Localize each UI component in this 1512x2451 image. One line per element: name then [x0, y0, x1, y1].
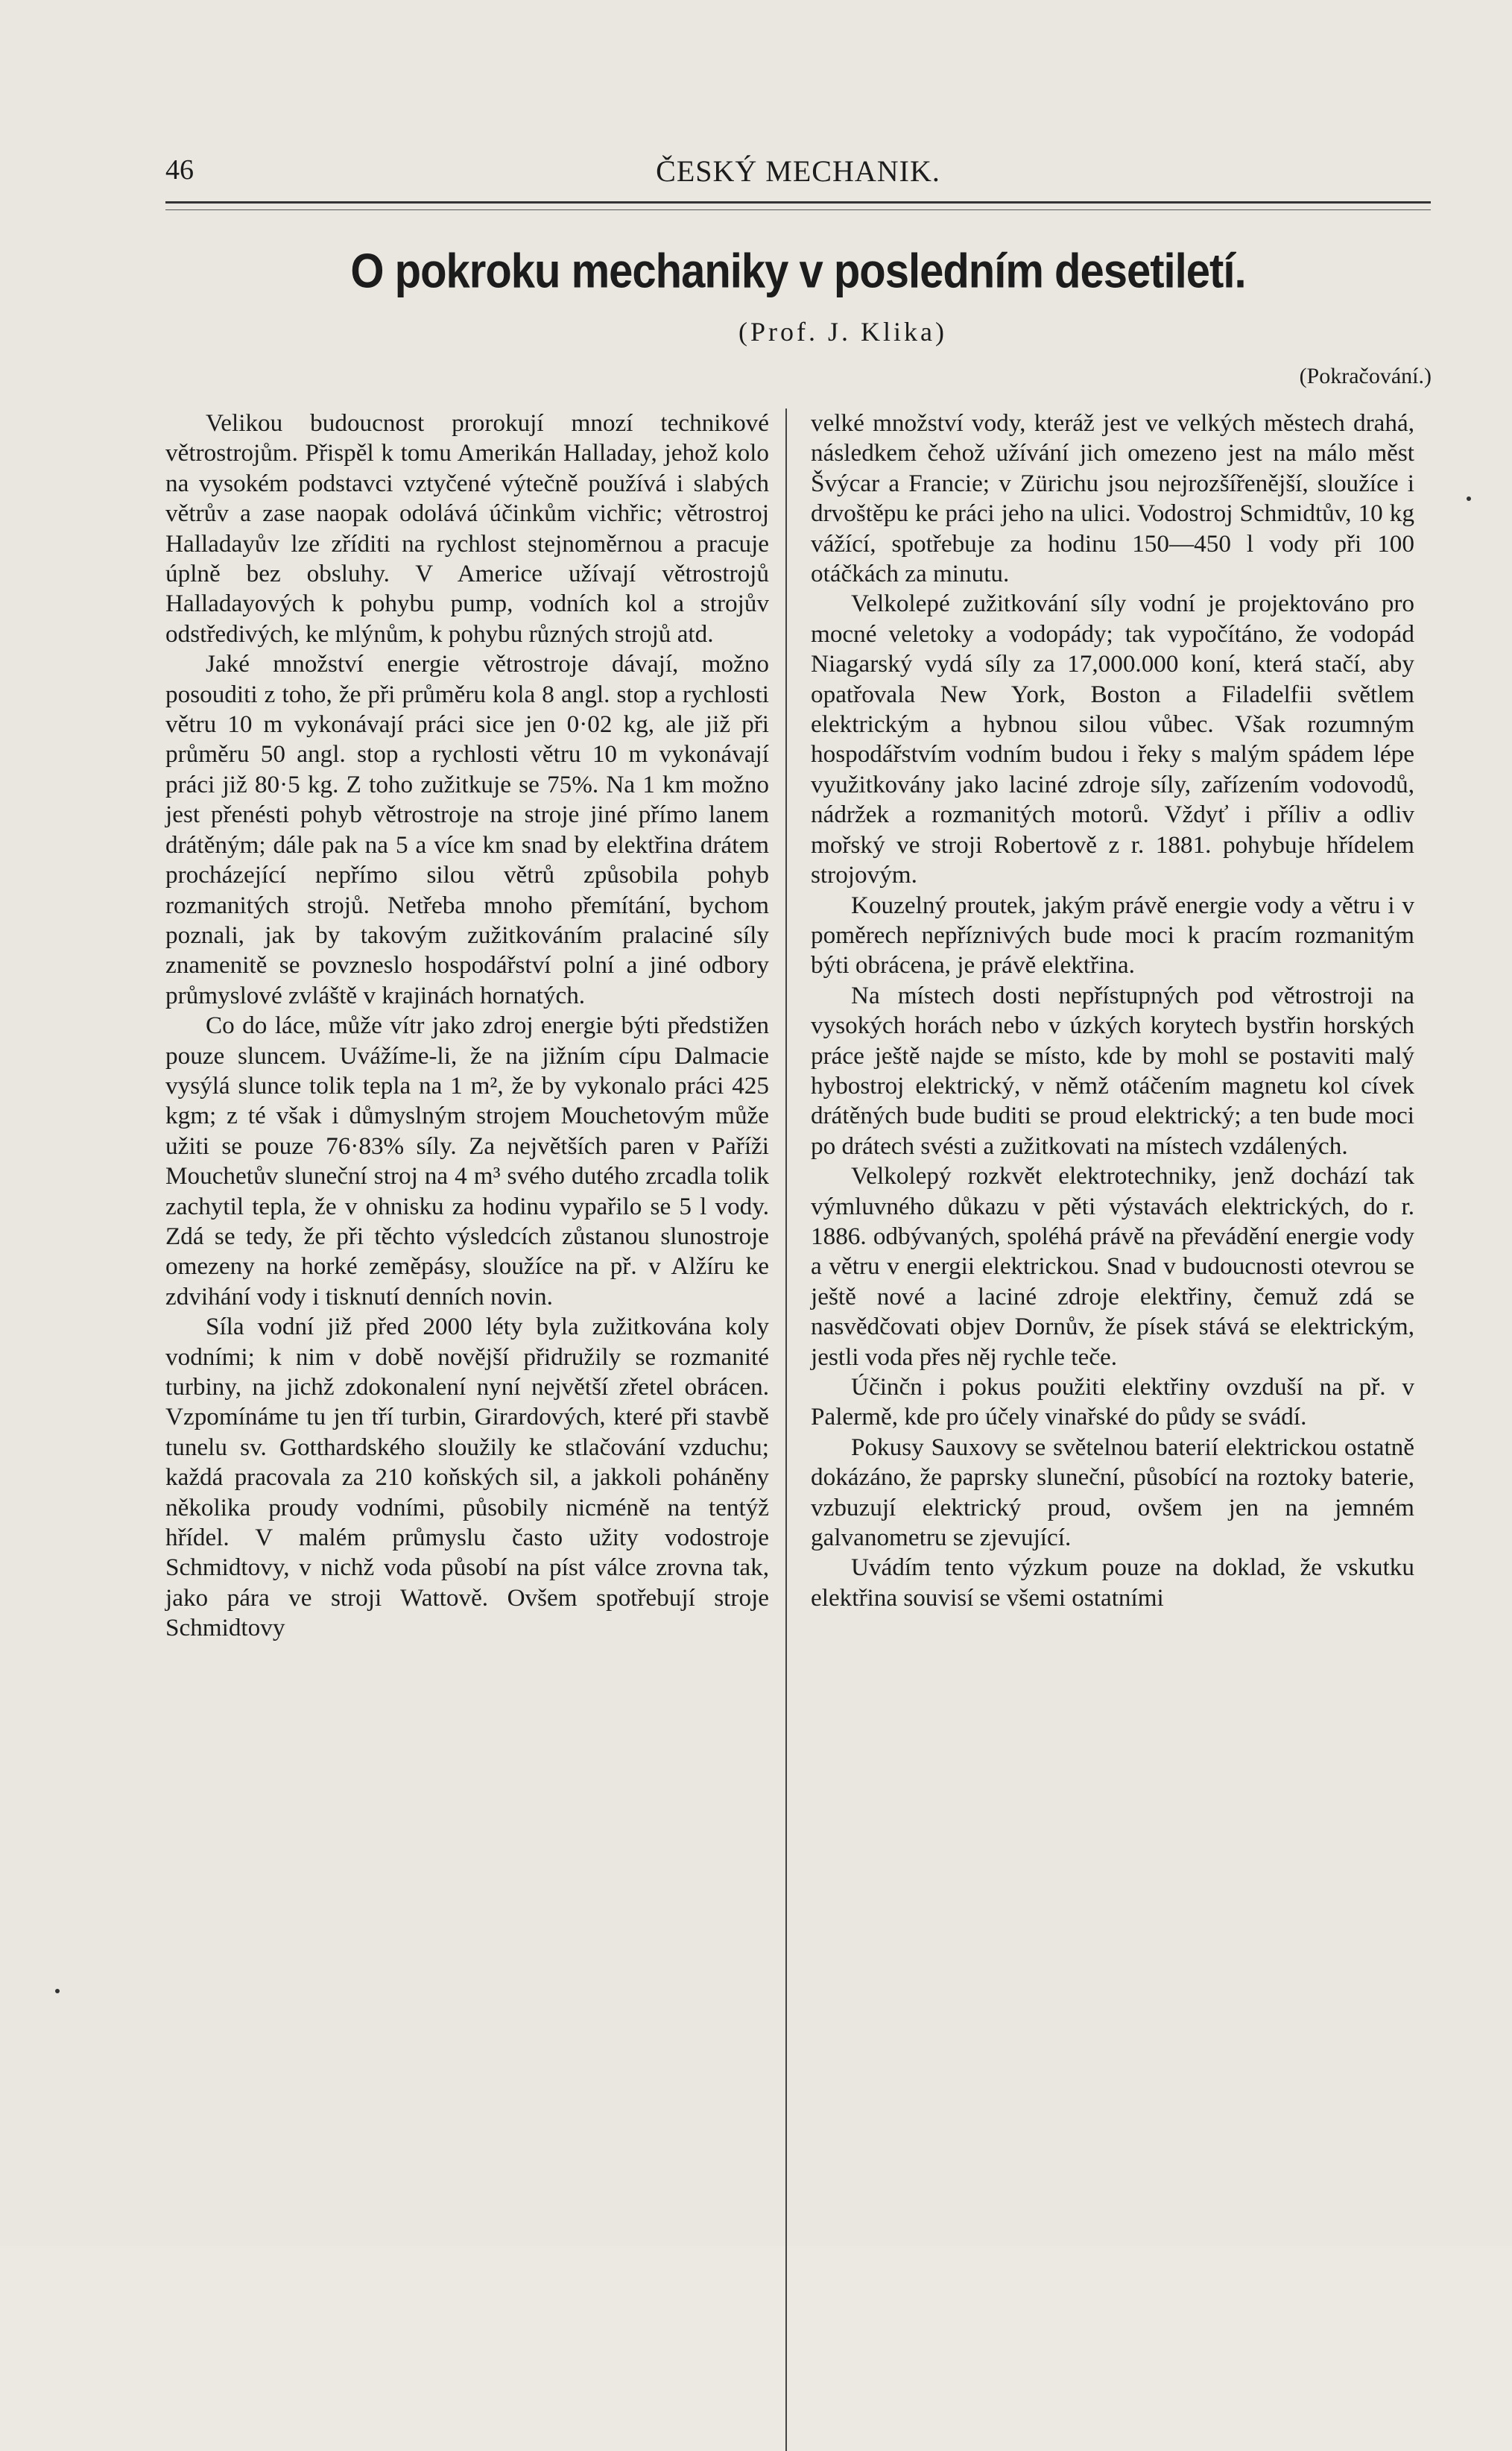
print-speck	[55, 1989, 60, 1993]
paragraph: Účinčn i pokus použiti elektřiny ovzduší na př. v Palermě, kde pro účely vinařské do půdy se svádí.	[811, 1373, 1414, 1431]
paragraph: Velkolepý rozkvět elektrotechniky, jenž dochází tak výmluvného důkazu v pěti výstavách elektrických, do r. 1886. odbývaných, spoléhá právě na převádění energie vody a větru v energii elektrickou. Snad v budoucnosti otevrou se ještě nové a laciné zdroje elektřiny, čemuž zdá se nasvědčovati objev Dornův, že písek stává se elektrickým, jestli voda přes něj rychle teče.	[811, 1162, 1414, 1371]
paragraph: Kouzelný proutek, jakým právě energie vody a větru i v poměrech nepříznivých bude moci k pracím rozmanitým býti obrácena, je právě elektřina.	[811, 891, 1414, 980]
paragraph: Síla vodní již před 2000 léty byla zužitkována koly vodními; k nim v době novější přidružily se rozmanité turbiny, na jichž zdokonalení nyní největší zřetel obrácen. Vzpomínáme tu jen tří turbin, Girardových, které při stavbě tunelu sv. Gotthardského sloužily ke stlačování vzduchu; každá pracovala za 210 koňských sil, a jakkoli poháněny několika proudy vodními, působily nicméně na tentýž hřídel. V malém průmyslu často užity vodostroje Schmidtovy, v nichž voda působí na píst válce zrovna tak, jako pára ve stroji Wattově. Ovšem spotřebují stroje Schmidtovy	[165, 1313, 769, 1642]
paragraph: Uvádím tento výzkum pouze na doklad, že vskutku elektřina souvisí se všemi ostatními	[811, 1553, 1414, 1612]
column-divider	[785, 408, 787, 2451]
header-rule-thin	[165, 209, 1431, 210]
article-title: O pokroku mechaniky v posledním desetiletí.	[350, 244, 1246, 298]
running-header	[165, 154, 1431, 198]
paragraph: Na místech dosti nepřístupných pod větrostroji na vysokých horách nebo v úzkých korytech bystřin horských práce ještě najde se místo, kde by mohl se postaviti malý hybostroj elektrický, v němž otáčením magnetu kol cívek drátěných bude buditi se proud elektrický; a ten bude moci po drátech svésti a zužitkovati na místech vzdálených.	[811, 981, 1414, 1160]
paragraph: Co do láce, může vítr jako zdroj energie býti předstižen pouze sluncem. Uvážíme-li, že na jižním cípu Dalmacie vysýlá slunce tolik tepla na 1 m², že by vykonalo práci 425 kgm; z té však i důmyslným strojem Mouchetovým může užiti se pouze 76·83% síly. Za největších paren v Paříži Mouchetův sluneční stroj na 4 m³ svého dutého zrcadla tolik zachytil tepla, že v ohnisku za hodinu vypařilo se 5 l vody. Zdá se tedy, že při těchto výsledcích zůstanou slunostroje omezeny na horké zeměpásy, sloužíce na př. v Alžíru ke zdvihání vody i tisknutí denních novin.	[165, 1012, 769, 1310]
running-title: ČESKÝ MECHANIK.	[656, 154, 940, 188]
right-column	[811, 408, 1414, 1613]
paragraph: Pokusy Sauxovy se světelnou baterií elektrickou ostatně dokázáno, že paprsky sluneční, působící na roztoky baterie, vzbuzují elektrický proud, ovšem jen na jemném galvanometru se zjevující.	[811, 1433, 1414, 1552]
continuation-note: (Pokračování.)	[1299, 364, 1432, 388]
print-speck	[1467, 496, 1471, 501]
paragraph: Velikou budoucnost prorokují mnozí technikové větrostrojům. Přispěl k tomu Amerikán Halladay, jehož kolo na vysokém podstavci vztyčené výtečně používá i slabých větrův a zase naopak odolává účinkům vichřic; větrostroj Halladayův lze zříditi na rychlost stejnoměrnou a pracuje úplně bez obsluhy. V Americe užívají větrostrojů Halladayových k pohybu pump, vodních kol a strojův odstředivých, ke mlýnům, k pohybu různých strojů atd.	[165, 409, 769, 648]
paragraph: Jaké množství energie větrostroje dávají, možno posouditi z toho, že při průměru kola 8 angl. stop a rychlosti větru 10 m vykonávají práci sice jen 0·02 kg, ale již při průměru 50 angl. stop a rychlosti větru 10 m vykonávají práci již 80·5 kg. Z toho zužitkuje se 75%. Na 1 km možno jest přenésti pohyb větrostroje na stroje jiné přímo lanem drátěným; dále pak na 5 a více km snad by elektřina drátem procházející nepřímo silou větrů způsobila pohyb rozmanitých strojů. Netřeba mnoho přemítání, bychom poznali, jak by takovým zužitkováním pralaciné síly znamenitě se povzneslo hospodářství polní a jiné odbory průmyslové zvláště v krajinách hornatých.	[165, 650, 769, 1009]
paragraph: velké množství vody, kteráž jest ve velkých městech drahá, následkem čehož užívání jich omezeno jest na málo měst Švýcar a Francie; v Zürichu jsou nejrozšířenější, sloužíce i drvoštěpu ke práci jeho na ulici. Vodostroj Schmidtův, 10 kg vážící, spotřebuje za hodinu 150—450 l vody při 100 otáčkách za minutu.	[811, 409, 1414, 588]
header-rule-thick	[165, 201, 1431, 204]
left-column	[165, 408, 769, 1644]
paragraph: Velkolepé zužitkování síly vodní je projektováno pro mocné veletoky a vodopády; tak vypočítáno, že vodopád Niagarský vydá síly za 17,000.000 koní, která stačí, aby opatřovala New York, Boston a Filadelfii světlem elektrickým a hybnou silou vůbec. Však rozumným hospodářstvím vodním budou i řeky s malým spádem lépe využitkovány jako laciné zdroje síly, zařízením vodovodů, nádržek a rozmanitých motorů. Vždyť i příliv a odliv mořský ve stroji Robertově z r. 1881. pohybuje hřídelem strojovým.	[811, 590, 1414, 889]
article-byline: (Prof. J. Klika)	[738, 317, 947, 347]
page-number: 46	[165, 154, 194, 186]
